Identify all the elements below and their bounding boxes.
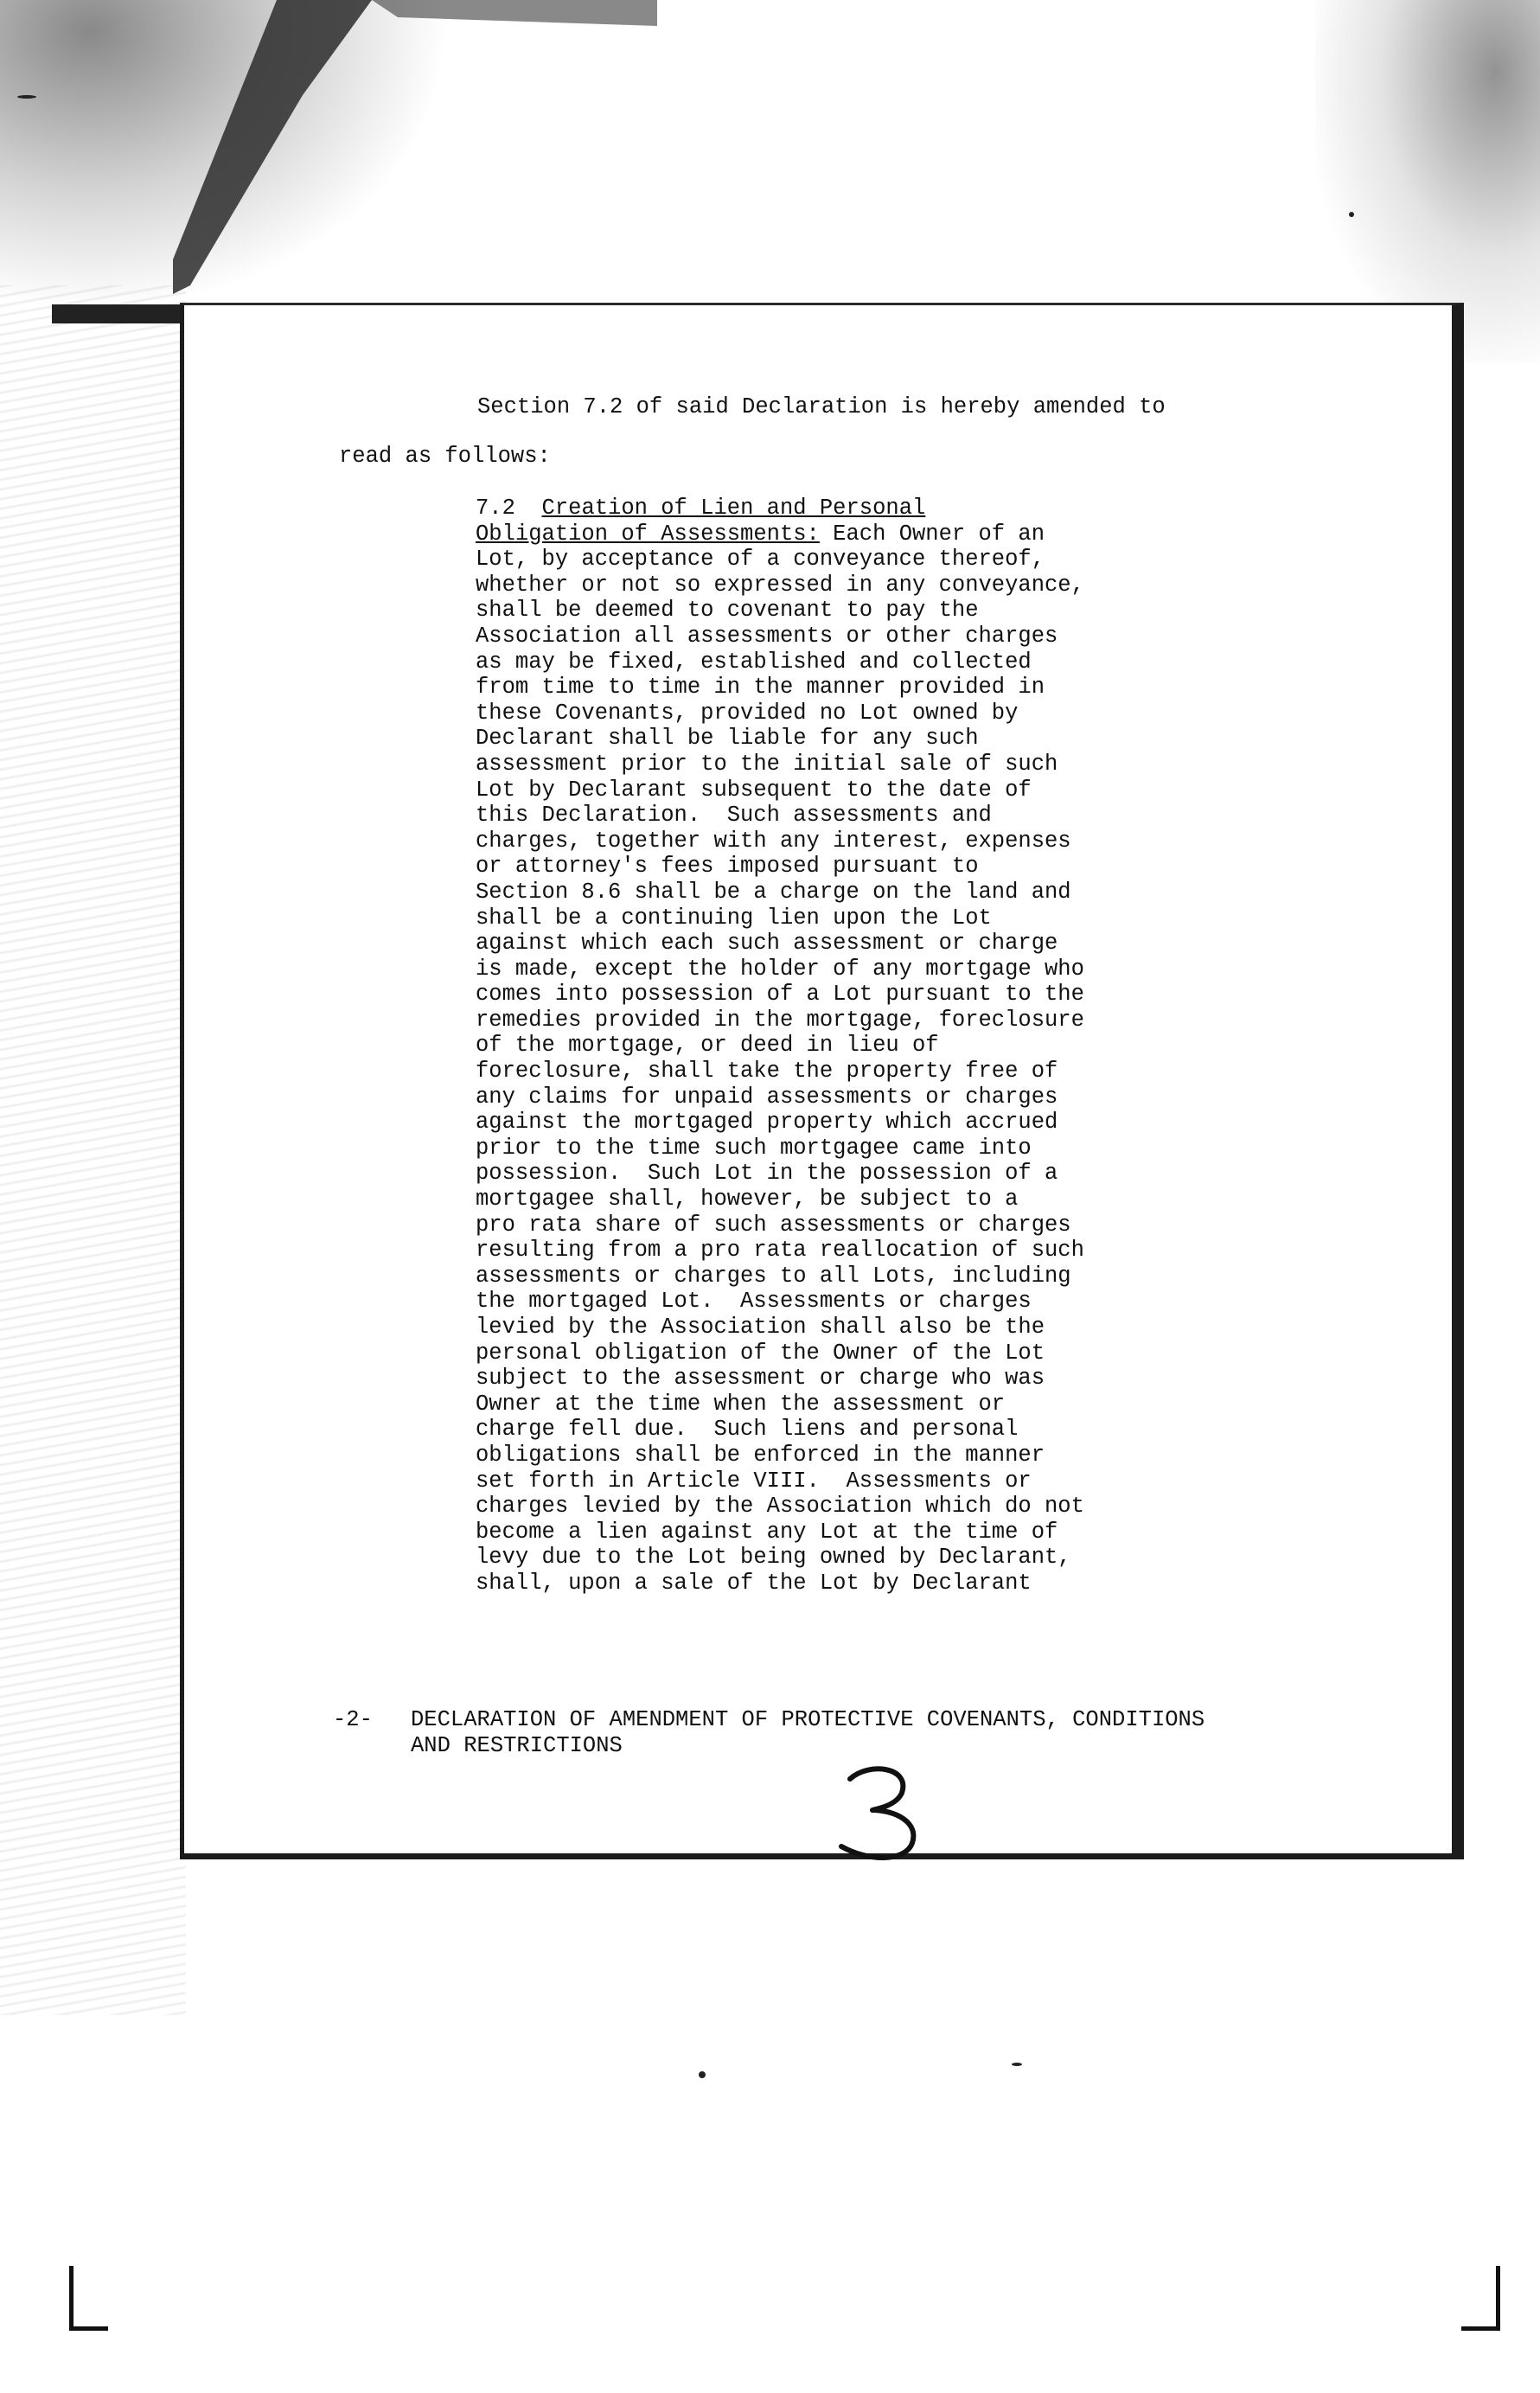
footer-title [411,1707,1205,1758]
intro-line-1: Section 7.2 of said Declaration is hereby amended to [477,394,1166,419]
body-line-40: levy due to the Lot being owned by Declarant, [476,1545,1071,1571]
footer-title-line-2: AND RESTRICTIONS [411,1732,623,1758]
section-heading-line-2: Obligation of Assessments: [476,521,820,547]
scan-noise-left [0,285,186,2015]
body-line-0: Each Owner of an [819,521,1045,547]
body-line-38: charges levied by the Association which do not [476,1494,1084,1520]
body-line-6: from time to time in the manner provided in [476,675,1045,701]
body-line-19: remedies provided in the mortgage, foreclosure [476,1007,1084,1033]
crop-mark-bottom-right [1461,2266,1500,2331]
body-line-27: pro rata share of such assessments or charges [476,1212,1071,1238]
body-line-32: personal obligation of the Owner of the Lot [476,1340,1045,1366]
body-line-16: against which each such assessment or charge [476,931,1058,957]
body-line-37: set forth in Article VIII. Assessments or [476,1468,1032,1494]
body-line-26: mortgagee shall, however, be subject to a [476,1187,1019,1212]
body-line-28: resulting from a pro rata reallocation of such [476,1238,1084,1264]
body-line-12: charges, together with any interest, expenses [476,828,1071,854]
body-line-2: whether or not so expressed in any conveyance, [476,572,1084,598]
body-line-29: assessments or charges to all Lots, including [476,1263,1071,1289]
body-line-23: against the mortgaged property which accrued [476,1110,1058,1136]
body-line-7: these Covenants, provided no Lot owned by [476,700,1019,726]
body-line-15: shall be a continuing lien upon the Lot [476,905,992,931]
body-line-14: Section 8.6 shall be a charge on the land and [476,879,1071,905]
body-line-8: Declarant shall be liable for any such [476,726,979,752]
intro-line-2: read as follows: [339,444,551,469]
page-fold-shadow [173,0,657,294]
scan-speck [17,95,36,99]
body-line-4: Association all assessments or other charges [476,623,1058,649]
body-line-9: assessment prior to the initial sale of such [476,751,1058,777]
body-line-25: possession. Such Lot in the possession of a [476,1161,1058,1187]
scan-speck [1349,212,1354,217]
footer-title-line-1: DECLARATION OF AMENDMENT OF PROTECTIVE COVENANTS, CONDITIONS [411,1707,1205,1732]
body-line-5: as may be fixed, established and collected [476,649,1032,675]
body-line-35: charge fell due. Such liens and personal [476,1417,1019,1443]
body-line-33: subject to the assessment or charge who was [476,1366,1045,1392]
handwritten-page-number-3 [834,1760,930,1864]
section-7-2-body [476,496,1271,1596]
body-line-17: is made, except the holder of any mortgage who [476,956,1084,982]
body-line-39: become a lien against any Lot at the time of [476,1519,1058,1545]
body-line-24: prior to the time such mortgagee came into [476,1135,1032,1161]
section-heading-line-1: Creation of Lien and Personal [541,496,926,521]
crop-mark-bottom-left [69,2266,108,2331]
scan-speck [1012,2063,1022,2066]
scan-speck [699,2071,706,2078]
body-line-36: obligations shall be enforced in the manner [476,1442,1045,1468]
body-line-21: foreclosure, shall take the property free of [476,1059,1058,1085]
body-line-22: any claims for unpaid assessments or charges [476,1084,1058,1110]
body-line-11: this Declaration. Such assessments and [476,803,992,829]
body-line-30: the mortgaged Lot. Assessments or charges [476,1289,1032,1315]
footer-page-number: -2- [333,1707,373,1732]
body-line-20: of the mortgage, or deed in lieu of [476,1033,939,1059]
body-line-1: Lot, by acceptance of a conveyance thereof, [476,547,1045,573]
body-line-31: levied by the Association shall also be the [476,1315,1045,1340]
body-line-18: comes into possession of a Lot pursuant to the [476,982,1084,1008]
section-number: 7.2 [476,496,515,521]
body-line-3: shall be deemed to covenant to pay the [476,598,979,624]
body-line-10: Lot by Declarant subsequent to the date of [476,777,1032,803]
body-line-34: Owner at the time when the assessment or [476,1391,1006,1417]
body-line-13: or attorney's fees imposed pursuant to [476,854,979,880]
body-line-41: shall, upon a sale of the Lot by Declarant [476,1570,1032,1596]
